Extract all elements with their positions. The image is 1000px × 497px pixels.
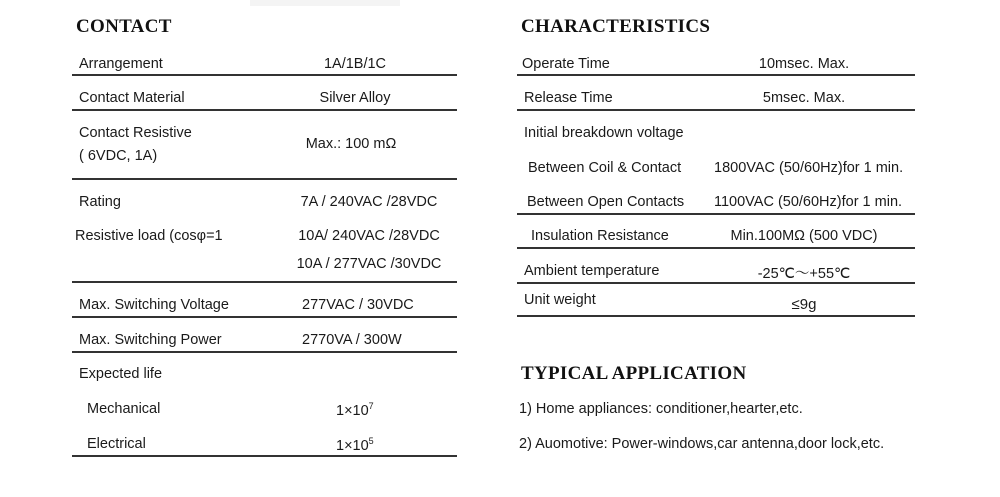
mechanical-label: Mechanical (87, 401, 161, 417)
ambient-value: -25℃～+55℃ (757, 266, 851, 282)
application-item-2: 2) Auomotive: Power-windows,car antenna,door lock,etc. (519, 436, 885, 452)
divider (72, 109, 457, 111)
weight-label: Unit weight (524, 292, 596, 308)
divider (72, 316, 457, 318)
weight-value: ≤9g (791, 296, 817, 313)
open-contacts-value: 1100VAC (50/60Hz)for 1 min. (714, 194, 903, 210)
ambient-label: Ambient temperature (524, 263, 660, 279)
divider (72, 178, 457, 180)
divider (72, 74, 457, 76)
resistive-label-2: ( 6VDC, 1A) (79, 148, 158, 164)
breakdown-label: Initial breakdown voltage (524, 125, 684, 141)
coil-contact-label: Between Coil & Contact (528, 160, 682, 176)
operate-time-value: 10msec. Max. (758, 56, 850, 72)
resistive-load-value-2: 10A / 277VAC /30VDC (296, 256, 442, 272)
operate-time-label: Operate Time (522, 56, 610, 72)
resistive-label-1: Contact Resistive (79, 125, 192, 141)
divider (517, 109, 915, 111)
mechanical-value: $1\times 10^7$ (336, 401, 374, 419)
electrical-label: Electrical (87, 436, 146, 452)
divider (72, 351, 457, 353)
application-item-1: 1) Home appliances: conditioner,hearter,etc. (519, 401, 803, 417)
contact-heading: CONTACT (76, 16, 172, 37)
application-heading: TYPICAL APPLICATION (521, 363, 747, 384)
arrangement-label: Arrangement (79, 56, 163, 72)
rating-label: Rating (79, 194, 121, 210)
material-value: Silver Alloy (319, 90, 391, 106)
arrangement-value: 1A/1B/1C (323, 56, 387, 72)
coil-contact-value: 1800VAC (50/60Hz)for 1 min. (714, 160, 904, 176)
release-time-label: Release Time (524, 90, 613, 106)
material-label: Contact Material (79, 90, 185, 106)
divider (517, 213, 915, 215)
switching-power-value: 2770VA / 300W (302, 332, 402, 348)
switching-power-label: Max. Switching Power (79, 332, 222, 348)
divider (517, 247, 915, 249)
resistive-value: Max.: 100 mΩ (305, 136, 397, 152)
characteristics-heading: CHARACTERISTICS (521, 16, 711, 37)
faint-top-bar (250, 0, 400, 6)
divider (72, 455, 457, 457)
divider (517, 282, 915, 284)
resistive-load-label: Resistive load (cosφ=1 (75, 228, 223, 244)
rating-value: 7A / 240VAC /28VDC (300, 194, 438, 210)
divider (517, 74, 915, 76)
divider (517, 315, 915, 317)
resistive-load-value-1: 10A/ 240VAC /28VDC (298, 228, 440, 244)
electrical-value: $1\times 10^5$ (336, 436, 374, 454)
switching-voltage-label: Max. Switching Voltage (79, 297, 229, 313)
insulation-value: Min.100MΩ (500 VDC) (730, 228, 878, 244)
expected-life-label: Expected life (79, 366, 163, 382)
open-contacts-label: Between Open Contacts (527, 194, 685, 210)
insulation-label: Insulation Resistance (531, 228, 669, 244)
release-time-value: 5msec. Max. (762, 90, 846, 106)
switching-voltage-value: 277VAC / 30VDC (302, 297, 414, 313)
divider (72, 281, 457, 283)
